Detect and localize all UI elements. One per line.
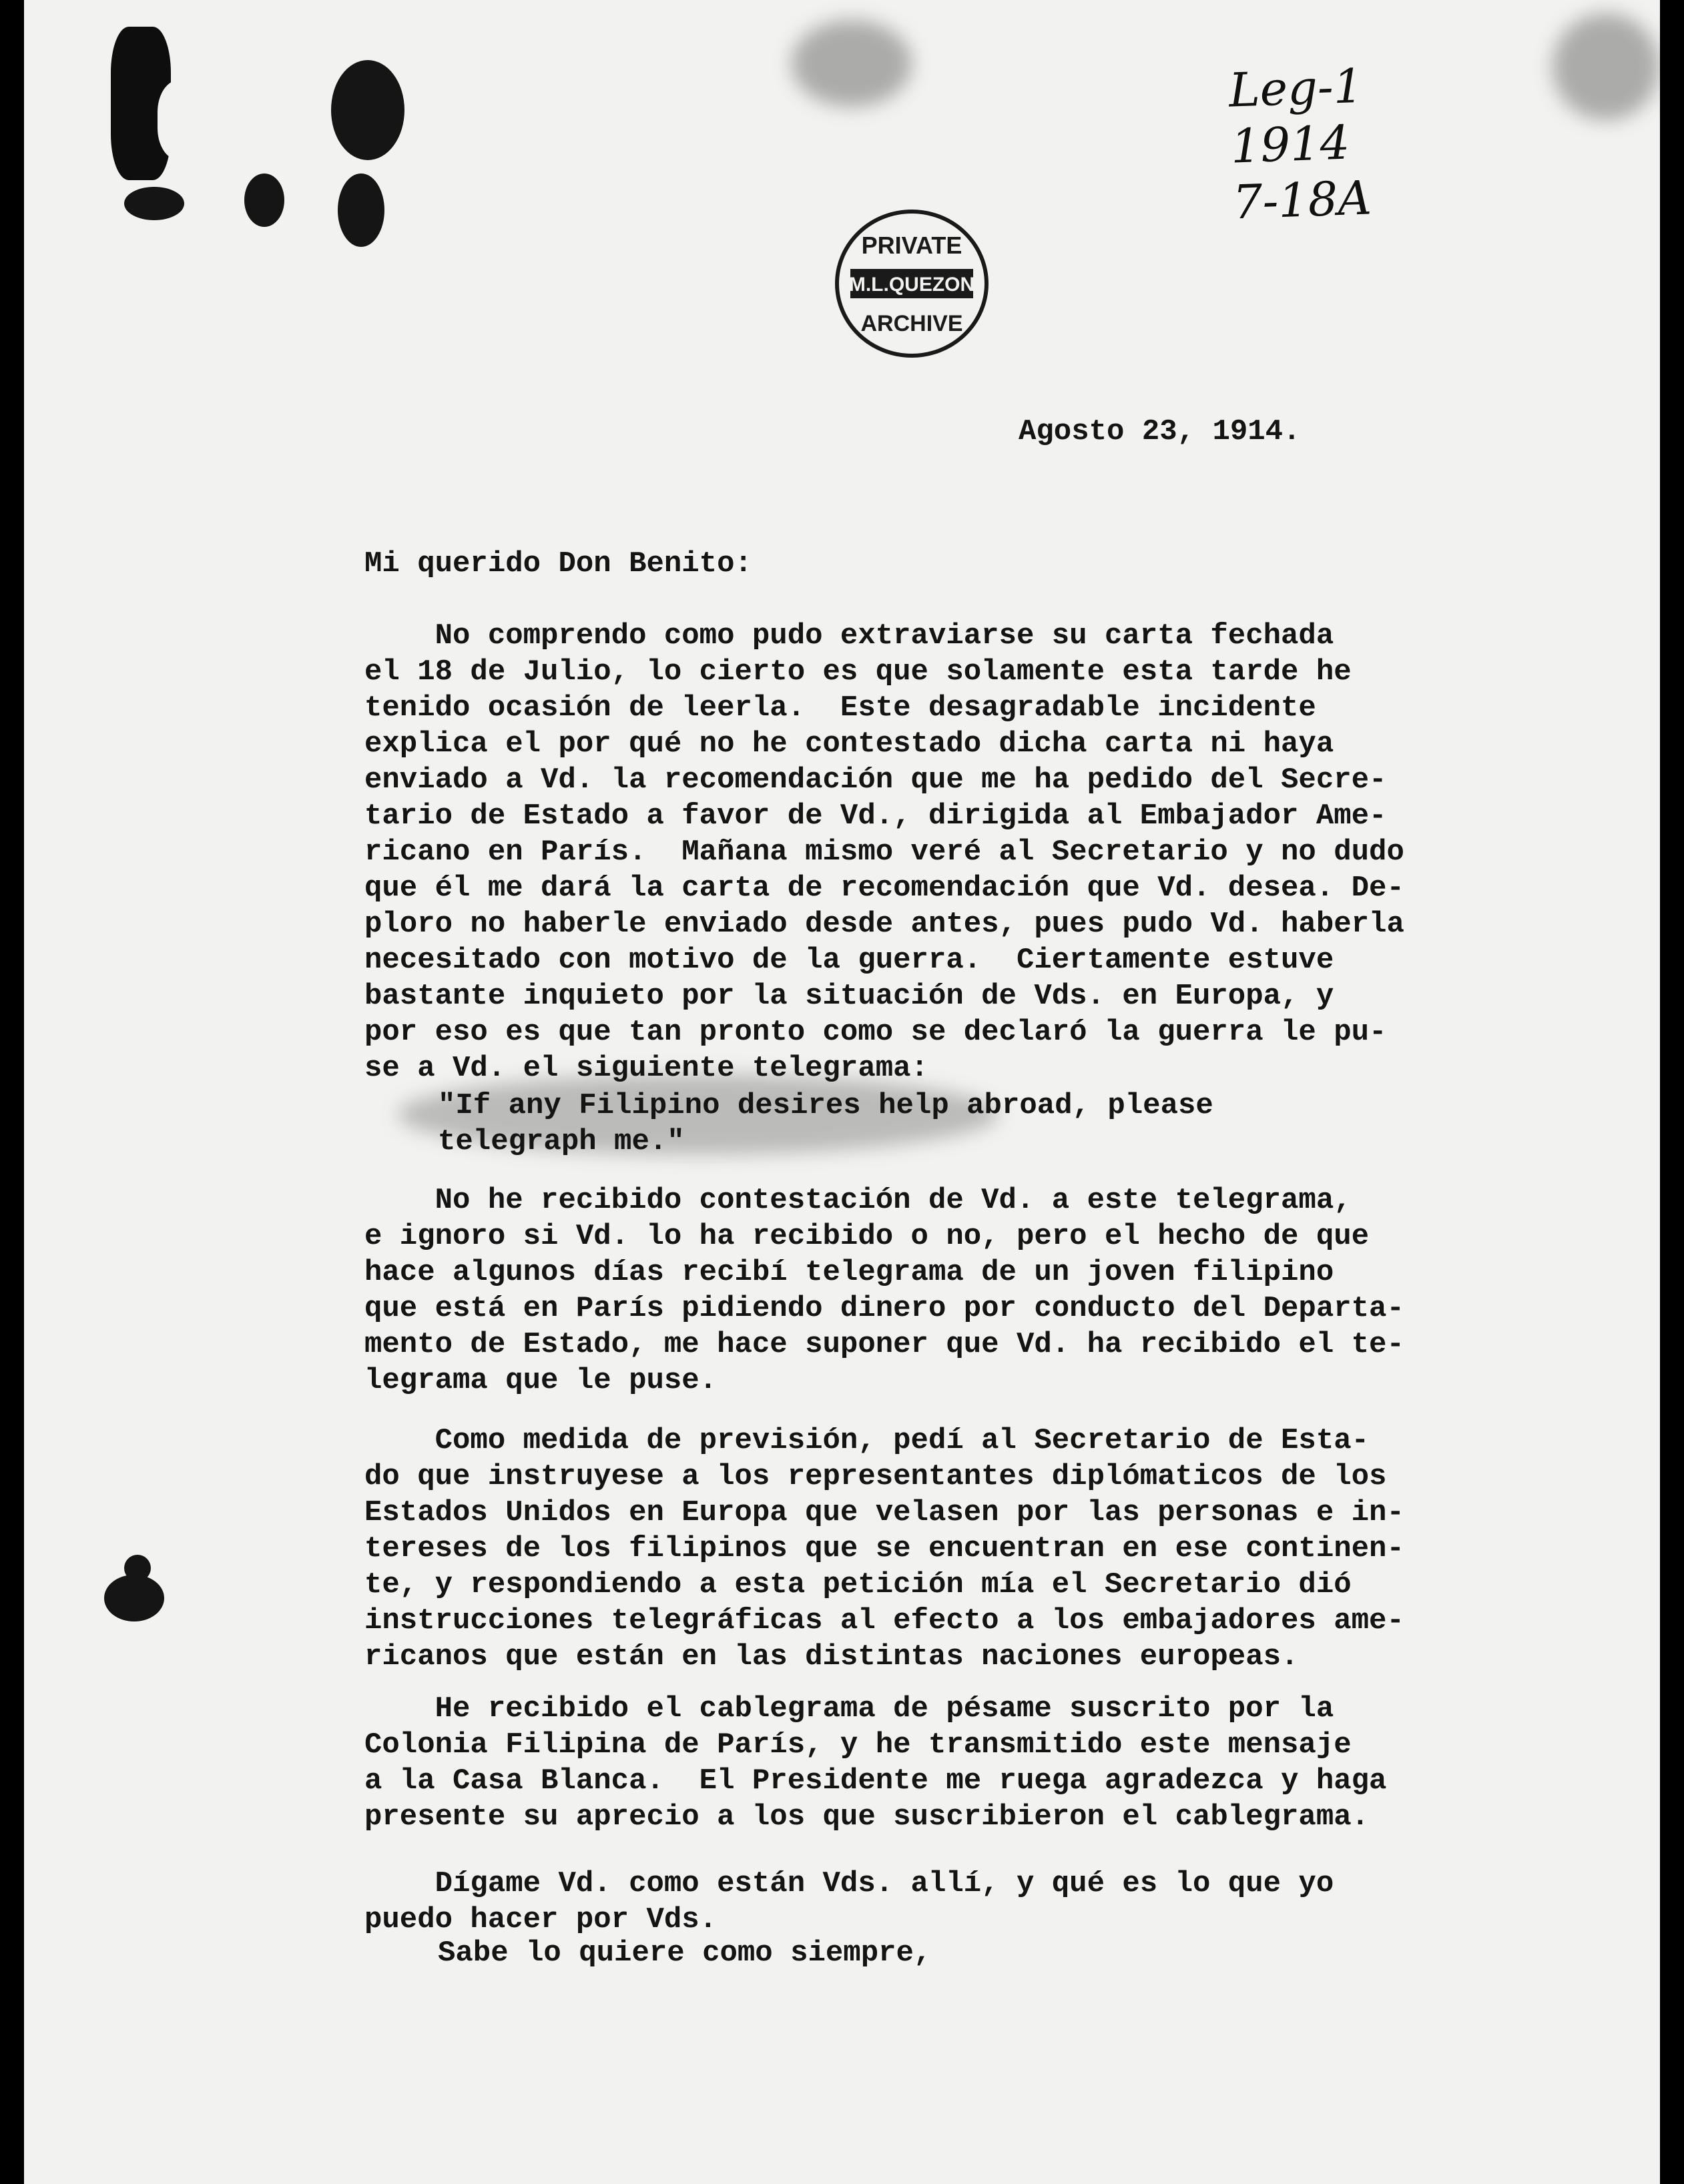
letter-paragraph: No he recibido contestación de Vd. a este telegrama, e ignoro si Vd. lo ha recibido o no, pero el hecho de que hace algunos días recibí telegrama de un joven filipino que está en París pidiendo dinero por conducto del Departa- mento de Estado, me hace suponer que Vd. ha recibido el te- legrama que le puse. (364, 1184, 1404, 1397)
letter-paragraph: No comprendo como pudo extraviarse su carta fechada el 18 de Julio, lo cierto es que solamente esta tarde he tenido ocasión de leerla. Este desagradable incidente explica el por qué no he contestado dicha carta ni haya enviado a Vd. la recomendación que me ha pedido del Secre- tario de Estado a favor de Vd., dirigida al Embajador Ame- ricano en París. Mañana mismo veré al Secretario y no dudo que él me dará la carta de recomendación que Vd. desea. De- ploro no haberle enviado desde antes, pues pudo Vd. haberla necesitado con motivo de la guerra. Ciertamente estuve bastante inquieto por la situación de Vds. en Europa, y por eso es que tan pronto como se declaró la guerra le pu- se a Vd. el siguiente telegrama: (364, 619, 1404, 1085)
ink-stain (124, 1555, 151, 1581)
ink-stain (331, 60, 404, 160)
telegram-quote: "If any Filipino desires help abroad, please telegraph me." (438, 1089, 1213, 1158)
ink-stain (124, 187, 184, 220)
handwritten-archive-note: Leg-1 1914 7-18A (1227, 58, 1373, 230)
letter-page (24, 0, 1660, 2184)
stamp-bottom-text: ARCHIVE (860, 311, 963, 336)
letter-paragraph: Como medida de previsión, pedí al Secretario de Esta- do que instruyese a los representantes diplómaticos de los Estados Unidos en Europa que velasen por las personas e in- tereses de los filipinos que se encuentran en ese continen- te, y respondiendo a esta petición mía el Secretario dió instrucciones telegráficas al efecto a los embajadores ame- ricanos que están en las distintas naciones europeas. (364, 1424, 1404, 1674)
stamp-top-text: PRIVATE (861, 232, 962, 259)
letter-paragraph: He recibido el cablegrama de pésame suscrito por la Colonia Filipina de París, y he transmitido este mensaje a la Casa Blanca. El Presidente me ruega agradezca y haga presente su aprecio a los que suscribieron el cablegrama. (364, 1692, 1387, 1834)
letter-closing: Sabe lo quiere como siempre, (438, 1936, 932, 1970)
dark-smudge (792, 20, 912, 107)
letter-paragraph: Dígame Vd. como están Vds. allí, y qué es lo que yo puedo hacer por Vds. (364, 1867, 1334, 1936)
dark-smudge (1553, 13, 1659, 120)
ink-stain (338, 173, 384, 247)
archive-stamp (825, 200, 999, 367)
ink-stain (158, 80, 211, 160)
ink-stain (104, 1575, 164, 1621)
stamp-middle-text: M.L.QUEZON (848, 274, 975, 296)
letter-date: Agosto 23, 1914. (1019, 415, 1301, 448)
letter-salutation: Mi querido Don Benito: (364, 547, 752, 581)
ink-stain (244, 173, 284, 227)
